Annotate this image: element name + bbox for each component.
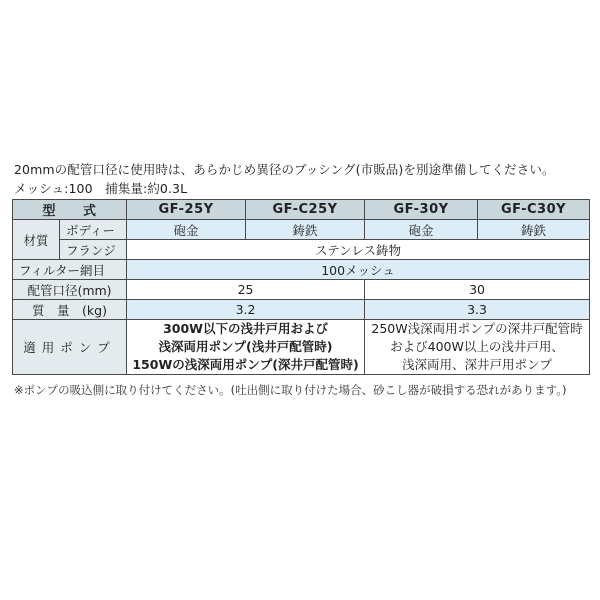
applicable-pump-label: 適用ポンプ [13,320,127,375]
body-material-row [13,220,590,240]
model-gf-25y: GF-25Y [127,200,246,220]
pump-30-line-3: 浅深両用、深井戸用ポンプ [402,357,553,372]
flange-value: ステンレス鋳物 [127,240,590,260]
body-value-gf-30y: 砲金 [365,220,478,240]
applicable-pump-row [13,320,590,375]
model-gf-c30y: GF-C30Y [478,200,590,220]
pump-30-line-1: 250W浅深両用ポンプの深井戸配管時 [371,321,583,336]
model-gf-c25y: GF-C25Y [246,200,365,220]
pump-30-line-2: および400W以上の浅井戸用、 [390,339,564,354]
intro-line-bushing: 20mmの配管口径に使用時は、あらかじめ異径のブッシング(市販品)を別途準備してください。 [14,162,555,177]
pipe-diameter-label: 配管口径(mm) [13,280,127,300]
pump-25-line-2: 浅深両用ポンプ(浅井戸配管時) [158,339,333,354]
mass-row [13,300,590,320]
body-value-gf-c25y: 鋳鉄 [246,220,365,240]
body-value-gf-c30y: 鋳鉄 [478,220,590,240]
intro-line-mesh: メッシュ:100 捕集量:約0.3L [14,181,188,196]
flange-material-row [13,240,590,260]
intro-text [14,160,594,198]
body-value-gf-25y: 砲金 [127,220,246,240]
pipe-diameter-value-30: 30 [365,280,590,300]
filter-mesh-value: 100メッシュ [127,260,590,280]
applicable-pump-30 [365,320,590,375]
material-label: 材質 [13,220,60,260]
install-note: ※ポンプの吸込側に取り付けてください。(吐出側に取り付けた場合、砂こし器が破損する恐れがあります。) [14,383,567,397]
pipe-diameter-value-25: 25 [127,280,365,300]
spec-table [12,199,590,375]
flange-label: フランジ [60,240,127,260]
body-label: ボディー [60,220,127,240]
model-label: 型 式 [13,200,127,220]
mass-value-25: 3.2 [127,300,365,320]
pump-25-line-1: 300W以下の浅井戸用および [163,321,328,336]
pump-25-line-3: 150Wの浅深両用ポンプ(深井戸配管時) [132,357,359,372]
filter-mesh-label: フィルター網目 [13,260,127,280]
mass-value-30: 3.3 [365,300,590,320]
pipe-diameter-row [13,280,590,300]
applicable-pump-25 [127,320,365,375]
mass-label: 質 量 (kg) [13,300,127,320]
filter-mesh-row [13,260,590,280]
model-gf-30y: GF-30Y [365,200,478,220]
header-row [13,200,590,220]
